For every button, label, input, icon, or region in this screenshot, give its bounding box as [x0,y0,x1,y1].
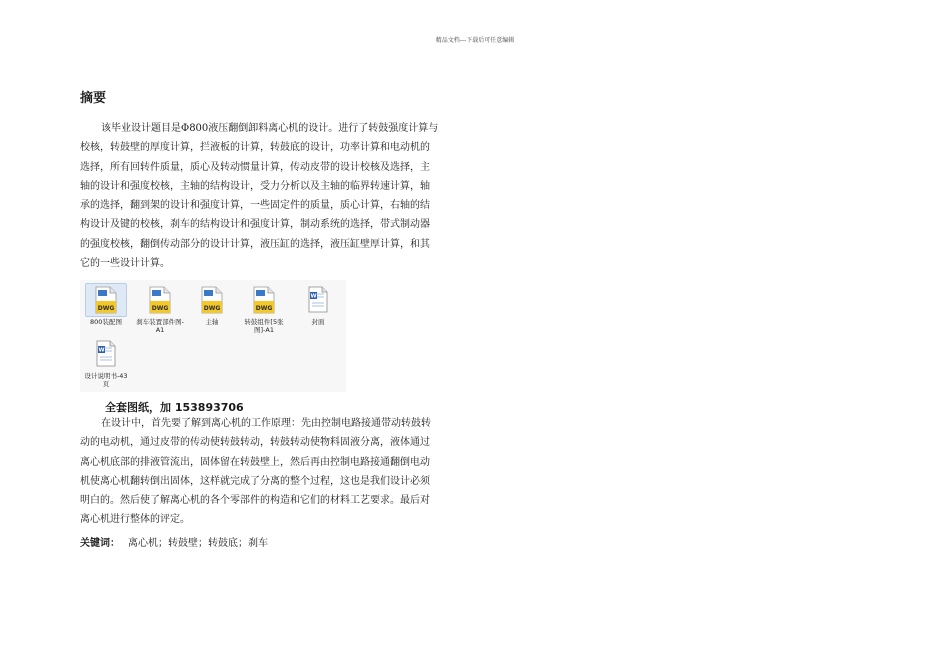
abstract-line: 构设计及键的校核，刹车的结构设计和强度计算，制动系统的选择，带式制动器 [80,219,430,231]
file-name: 800装配图 [90,318,122,326]
abstract-line: 轴的设计和强度校核，主轴的结构设计，受力分析以及主轴的临界转速计算，轴 [80,180,430,192]
keywords-value: 离心机；转鼓壁；转鼓底；刹车 [128,538,268,549]
svg-text:W: W [98,347,105,354]
file-name: 转鼓组件[5张图]-A1 [244,318,284,334]
file-item[interactable] [240,283,288,334]
dwg-file-icon [95,286,117,314]
dwg-file-icon [253,286,275,314]
keywords-label: 关键词： [80,538,120,549]
abstract-heading: 摘要 [80,91,107,106]
file-name: 设计说明书-43页 [84,372,128,388]
abstract-line: 校核，转鼓壁的厚度计算，拦液板的计算，转鼓底的设计，功率计算和电动机的 [80,142,430,154]
dwg-file-icon [201,286,223,314]
body-line: 在设计中，首先要了解到离心机的工作原理：先由控制电路接通带动转鼓转 [101,418,431,429]
contact-line: 全套图纸，加 153893706 [105,401,244,414]
file-item[interactable] [294,283,342,326]
svg-text:DWG: DWG [97,305,115,312]
file-item[interactable] [82,337,130,388]
word-doc-icon [308,286,328,313]
svg-text:W: W [310,293,317,300]
body-line: 机使离心机翻转倒出固体，这样就完成了分离的整个过程，这也是我们设计必须 [80,475,430,487]
file-list-screenshot [80,280,346,392]
abstract-line: 承的选择，翻到架的设计和强度计算，一些固定件的质量，质心计算，右轴的结 [80,200,430,212]
abstract-line: 选择，所有回转件质量，质心及转动惯量计算，传动皮带的设计校核及选择，主 [80,161,430,173]
file-name: 主轴 [205,318,219,326]
file-item[interactable] [136,283,184,334]
abstract-paragraph [80,119,478,273]
abstract-line: 的强度校核，翻倒传动部分的设计计算，液压缸的选择，液压缸壁厚计算，和其 [80,238,430,250]
body-line: 离心机底部的排液管流出，固体留在转鼓壁上，然后再由控制电路接通翻倒电动 [80,456,430,468]
svg-text:DWG: DWG [255,305,273,312]
body-paragraph [80,414,478,530]
file-name: 刹车装置部件图-A1 [136,318,184,334]
abstract-line: 该毕业设计题目是Φ800液压翻倒卸料离心机的设计。进行了转鼓强度计算与 [101,123,439,134]
dwg-file-icon [149,286,171,314]
keywords-line [80,534,268,549]
svg-text:DWG: DWG [151,305,169,312]
abstract-line: 它的一些设计计算。 [80,258,170,270]
file-name: 封面 [311,318,325,326]
file-item[interactable] [188,283,236,326]
header-note: 精品文档---下载后可任意编辑 [435,37,515,44]
file-item[interactable] [82,283,130,326]
body-line: 离心机进行整体的评定。 [80,514,190,526]
svg-text:DWG: DWG [203,305,221,312]
body-line: 明白的。然后使了解离心机的各个零部件的构造和它们的材料工艺要求。最后对 [80,495,430,507]
body-line: 动的电动机，通过皮带的传动使转鼓转动，转鼓转动使物料固液分离，液体通过 [80,437,430,449]
word-doc-icon [96,340,116,367]
